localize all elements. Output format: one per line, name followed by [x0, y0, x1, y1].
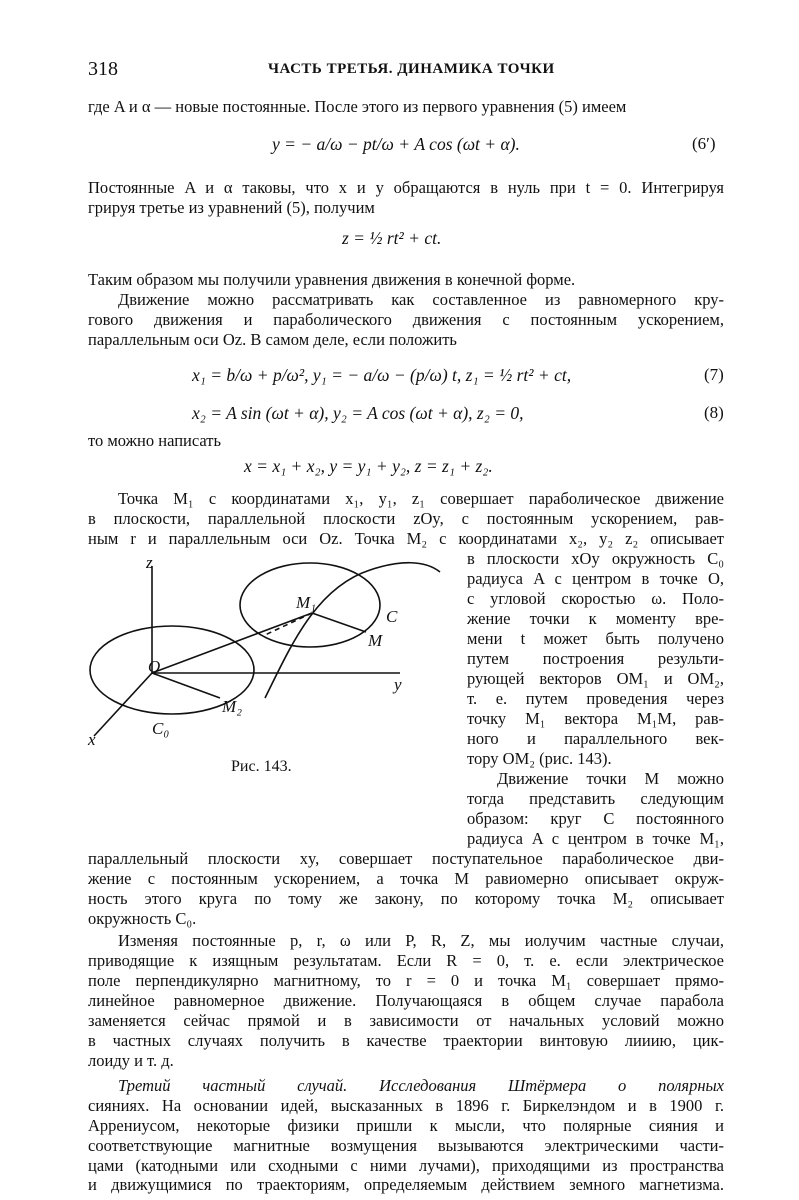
wrapped-line: т. е. путем проведения через — [467, 689, 724, 708]
wrapped-line: точку M₁ вектора M₁M, рав- — [467, 709, 724, 728]
label-m2: M₂ — [222, 697, 243, 716]
wrapped-line: тогда представить следующим — [467, 789, 724, 808]
paragraph-line: Постоянные A и α таковы, что x и y обращаются в нуль при t = 0. Интегрируя — [88, 178, 724, 197]
paragraph-line: гового движения и параболического движения с постоянным ускорением, — [88, 310, 724, 329]
section-heading-line: Третий частный случай. Исследования Штёрмера о полярных — [118, 1076, 724, 1095]
vector-m1m — [312, 613, 366, 632]
wrapped-line: мени t может быть получено — [467, 629, 724, 648]
paragraph-line: Точка M₁ с координатами x₁, y₁, z₁ совершает параболическое движение — [118, 489, 724, 508]
equation-sum: x = x₁ + x₂, y = y₁ + y₂, z = z₁ + z₂. — [244, 456, 493, 476]
label-c0: C₀ — [152, 719, 170, 738]
paragraph-line: окружность C₀. — [88, 909, 197, 928]
paragraph-line: в плоскости, параллельной плоскости zOy, с постоянным ускорением, рав- — [88, 509, 724, 528]
equation-7: x₁ = b/ω + p/ω², y₁ = − a/ω − (p/ω) t, z₁ = ½ rt² + ct, — [192, 365, 572, 385]
paragraph-line: лоиду и т. д. — [88, 1051, 174, 1070]
paragraph-line: жение с постоянным ускорением, а точка M равиомерно описывает окруж- — [88, 869, 724, 888]
paragraph-line: поле перпендикулярно магнитному, то r = 0 и точка M₁ совершает прямо- — [88, 971, 724, 990]
paragraph-line: ность этого круга по тому же закону, по которому точка M₂ описывает — [88, 889, 724, 908]
paragraph-line: Движение можно рассматривать как составленное из равномерного кру- — [118, 290, 724, 309]
paragraph-line: приводящие к изящным результатам. Если R = 0, т. е. если электрическое — [88, 951, 724, 970]
paragraph-line: параллельным оси Oz. В самом деле, если положить — [88, 330, 457, 349]
paragraph-line: то можно написать — [88, 431, 222, 450]
paragraph-line: ным r и параллельным оси Oz. Точка M₂ с координатами x₂, y₂ z₂ описывает — [88, 529, 724, 548]
wrapped-line: с угловой скоростью ω. Поло- — [467, 589, 724, 608]
paragraph-line: заменяется сейчас прямой и в зависимости от начальных условий можно — [88, 1011, 724, 1030]
parabola-trajectory — [265, 563, 440, 698]
equation-number: (8) — [704, 403, 724, 422]
wrapped-line: Движение точки M можно — [497, 769, 724, 788]
figure-143-drawing — [80, 548, 462, 748]
paragraph-line: линейное равномерное движение. Получающаяся в общем случае парабола — [88, 991, 724, 1010]
paragraph-line: параллельный плоскости xy, совершает поступательное параболическое дви- — [88, 849, 724, 868]
figure-143 — [80, 548, 462, 748]
paragraph-line: цами (катодными или сходными с ними лучами), приходящими из пространства — [88, 1156, 724, 1175]
equation-z: z = ½ rt² + ct. — [342, 228, 442, 248]
label-m: M — [368, 631, 383, 650]
paragraph-line: Таким образом мы получили уравнения движения в конечной форме. — [88, 270, 576, 289]
vector-om2 — [152, 673, 220, 698]
wrapped-line: рующей векторов OM₁ и OM₂, — [467, 669, 724, 688]
wrapped-line: радиуса A с центром в точке O, — [467, 569, 724, 588]
paragraph-line: грируя третье из уравнений (5), получим — [88, 198, 375, 217]
wrapped-line: жение точки к моменту вре- — [467, 609, 724, 628]
figure-caption: Рис. 143. — [231, 758, 292, 775]
label-z: z — [146, 553, 153, 572]
wrapped-line: образом: круг C постоянного — [467, 809, 724, 828]
label-o: O — [148, 657, 161, 676]
paragraph-line: сияниях. На основании идей, высказанных в 1896 г. Биркелэндом и в 1900 г. — [88, 1096, 724, 1115]
equation-8: x₂ = A sin (ωt + α), y₂ = A cos (ωt + α), z₂ = 0, — [192, 403, 524, 423]
label-x: x — [88, 730, 96, 748]
wrapped-line: в плоскости xOy окружность C₀ — [467, 549, 724, 568]
paragraph-line: Аррениусом, некоторые физики пришли к мысли, что полярные сияния и — [88, 1116, 724, 1135]
vector-om1 — [152, 613, 312, 673]
paragraph-line: Изменяя постоянные p, r, ω или P, R, Z, мы иолучим частные случаи, — [118, 931, 724, 950]
paragraph-line: в частных случаях получить в качестве траектории винтовую лииию, цик- — [88, 1031, 724, 1050]
paragraph-line: и движущимися по траекториям, определяемым действием земного магнетизма. — [88, 1175, 724, 1194]
wrapped-line: тору OM₂ (рис. 143). — [467, 749, 612, 768]
wrapped-line: радиуса A с центром в точке M₁, — [467, 829, 724, 848]
paragraph-line: где A и α — новые постоянные. После этого из первого уравнения (5) имеем — [88, 97, 627, 116]
page-header — [88, 58, 728, 84]
label-y: y — [394, 675, 402, 694]
paragraph-line: соответствующие магнитные возмущения вызываются электрическими части- — [88, 1136, 724, 1155]
page-number: 318 — [88, 58, 118, 80]
label-c: C — [386, 607, 398, 626]
running-title: ЧАСТЬ ТРЕТЬЯ. ДИНАМИКА ТОЧКИ — [268, 61, 555, 77]
wrapped-line: путем построения результи- — [467, 649, 724, 668]
equation-number: (7) — [704, 365, 724, 384]
label-m1: M₁ — [296, 593, 317, 612]
wrapped-line: ного и параллельного век- — [467, 729, 724, 748]
equation-6prime: y = − a/ω − pt/ω + A cos (ωt + α). — [272, 134, 520, 154]
equation-number: (6′) — [692, 134, 716, 153]
